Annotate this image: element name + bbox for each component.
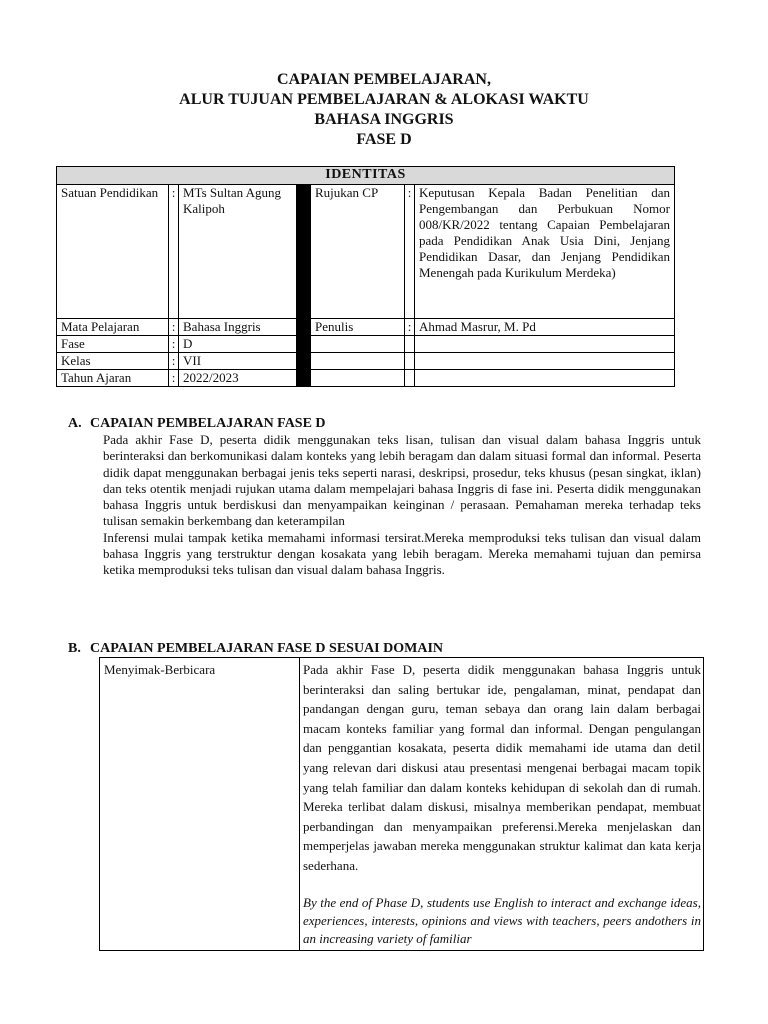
section-a-title: CAPAIAN PEMBELAJARAN FASE D <box>90 416 326 431</box>
identitas-row <box>57 353 675 370</box>
domain-description-id: Pada akhir Fase D, peserta didik menggunakan bahasa Inggris untuk berinteraksi dan saling bertukar ide, pengalaman, minat, pendapat dan pandangan dengan guru, teman sebaya dan orang lain dalam berbagai macam konteks familiar yang formal dan informal. Dengan pengulangan dan penggantian kosakata, peserta didik memahami ide utama dan detil yang relevan dari diskusi atau presentasi mengenai berbagai macam topik yang telah familiar dan dalam konteks kehidupan di sekolah dan di rumah. Mereka terlibat dalam diskusi, misalnya memberikan pendapat, membuat perbandingan dan menyampaikan preferensi.Mereka menjelaskan dan memperjelas jawaban mereka menggunakan struktur kalimat dan kata kerja sederhana. <box>303 662 701 873</box>
label-mata-pelajaran: Mata Pelajaran <box>57 319 169 336</box>
label-tahun-ajaran: Tahun Ajaran <box>57 370 169 387</box>
section-b-heading <box>68 640 443 658</box>
domain-table <box>99 657 704 951</box>
value-rujukan-cp: Keputusan Kepala Badan Penelitian dan Pengembangan dan Perbukuan Nomor 008/KR/2022 tentang Capaian Pembelajaran pada Pendidikan Anak Usia Dini, Jenjang Pendidikan Dasar, dan Jenjang Pendidikan Menengah pada Kurikulum Merdeka) <box>415 185 675 319</box>
title-line-4: FASE D <box>356 131 412 148</box>
black-divider <box>297 185 311 387</box>
label-fase: Fase <box>57 336 169 353</box>
domain-row <box>100 658 704 951</box>
identitas-row <box>57 370 675 387</box>
identitas-heading: IDENTITAS <box>57 167 675 185</box>
colon: : <box>169 353 179 370</box>
identitas-table <box>56 166 675 387</box>
identitas-row <box>57 319 675 336</box>
empty-cell <box>311 336 405 353</box>
colon: : <box>169 319 179 336</box>
title-line-2: ALUR TUJUAN PEMBELAJARAN & ALOKASI WAKTU <box>179 91 589 108</box>
empty-cell <box>405 370 415 387</box>
label-satuan-pendidikan: Satuan Pendidikan <box>57 185 169 319</box>
section-a-paragraph-2: Inferensi mulai tampak ketika memahami informasi tersirat.Mereka memproduksi teks tulisan dan visual dalam bahasa Inggris yang terstruktur dengan kosakata yang lebih beragam. Mereka memahami tujuan dan pemirsa ketika memproduksi teks tulisan dan visual dalam bahasa Inggris. <box>103 529 701 578</box>
domain-name: Menyimak-Berbicara <box>100 658 300 951</box>
identitas-row <box>57 185 675 319</box>
label-kelas: Kelas <box>57 353 169 370</box>
section-a-body <box>103 432 701 579</box>
title-line-3: BAHASA INGGRIS <box>314 111 454 128</box>
label-rujukan-cp: Rujukan CP <box>311 185 405 319</box>
empty-cell <box>405 336 415 353</box>
value-satuan-pendidikan: MTs Sultan Agung Kalipoh <box>179 185 297 319</box>
empty-cell <box>405 353 415 370</box>
section-b-letter: B. <box>68 641 81 656</box>
value-kelas: VII <box>179 353 297 370</box>
title-line-1: CAPAIAN PEMBELAJARAN, <box>277 71 491 88</box>
value-fase: D <box>179 336 297 353</box>
identitas-row <box>57 336 675 353</box>
colon: : <box>405 185 415 319</box>
empty-cell <box>415 353 675 370</box>
colon: : <box>169 336 179 353</box>
empty-cell <box>415 370 675 387</box>
value-penulis: Ahmad Masrur, M. Pd <box>415 319 675 336</box>
section-a-paragraph-1: Pada akhir Fase D, peserta didik menggunakan teks lisan, tulisan dan visual dalam bahasa Inggris untuk berinteraksi dan berkomunikasi dalam konteks yang lebih beragam dan dalam situasi formal dan informal. Peserta didik dapat menggunakan berbagai jenis teks seperti narasi, deskripsi, prosedur, teks khusus (pesan singkat, iklan) dan teks otentik menjadi rujukan utama dalam mempelajari bahasa Inggris di fase ini. Peserta didik menggunakan bahasa Inggris untuk berdiskusi dan menyampaikan keinginan / perasaan. Pemahaman mereka terhadap teks tulisan semakin berkembang dan keterampilan <box>103 432 701 529</box>
section-a-letter: A. <box>68 416 82 431</box>
domain-description <box>300 658 704 951</box>
section-b-title: CAPAIAN PEMBELAJARAN FASE D SESUAI DOMAIN <box>90 641 444 656</box>
empty-cell <box>415 336 675 353</box>
label-penulis: Penulis <box>311 319 405 336</box>
empty-cell <box>311 370 405 387</box>
colon: : <box>405 319 415 336</box>
section-a-heading <box>68 415 326 433</box>
document-title <box>0 70 768 150</box>
colon: : <box>169 370 179 387</box>
value-mata-pelajaran: Bahasa Inggris <box>179 319 297 336</box>
colon: : <box>169 185 179 319</box>
value-tahun-ajaran: 2022/2023 <box>179 370 297 387</box>
empty-cell <box>311 353 405 370</box>
domain-description-en: By the end of Phase D, students use English to interact and exchange ideas, experiences, interests, opinions and views with teachers, peers andothers in an increasing variety of familiar <box>303 894 701 946</box>
